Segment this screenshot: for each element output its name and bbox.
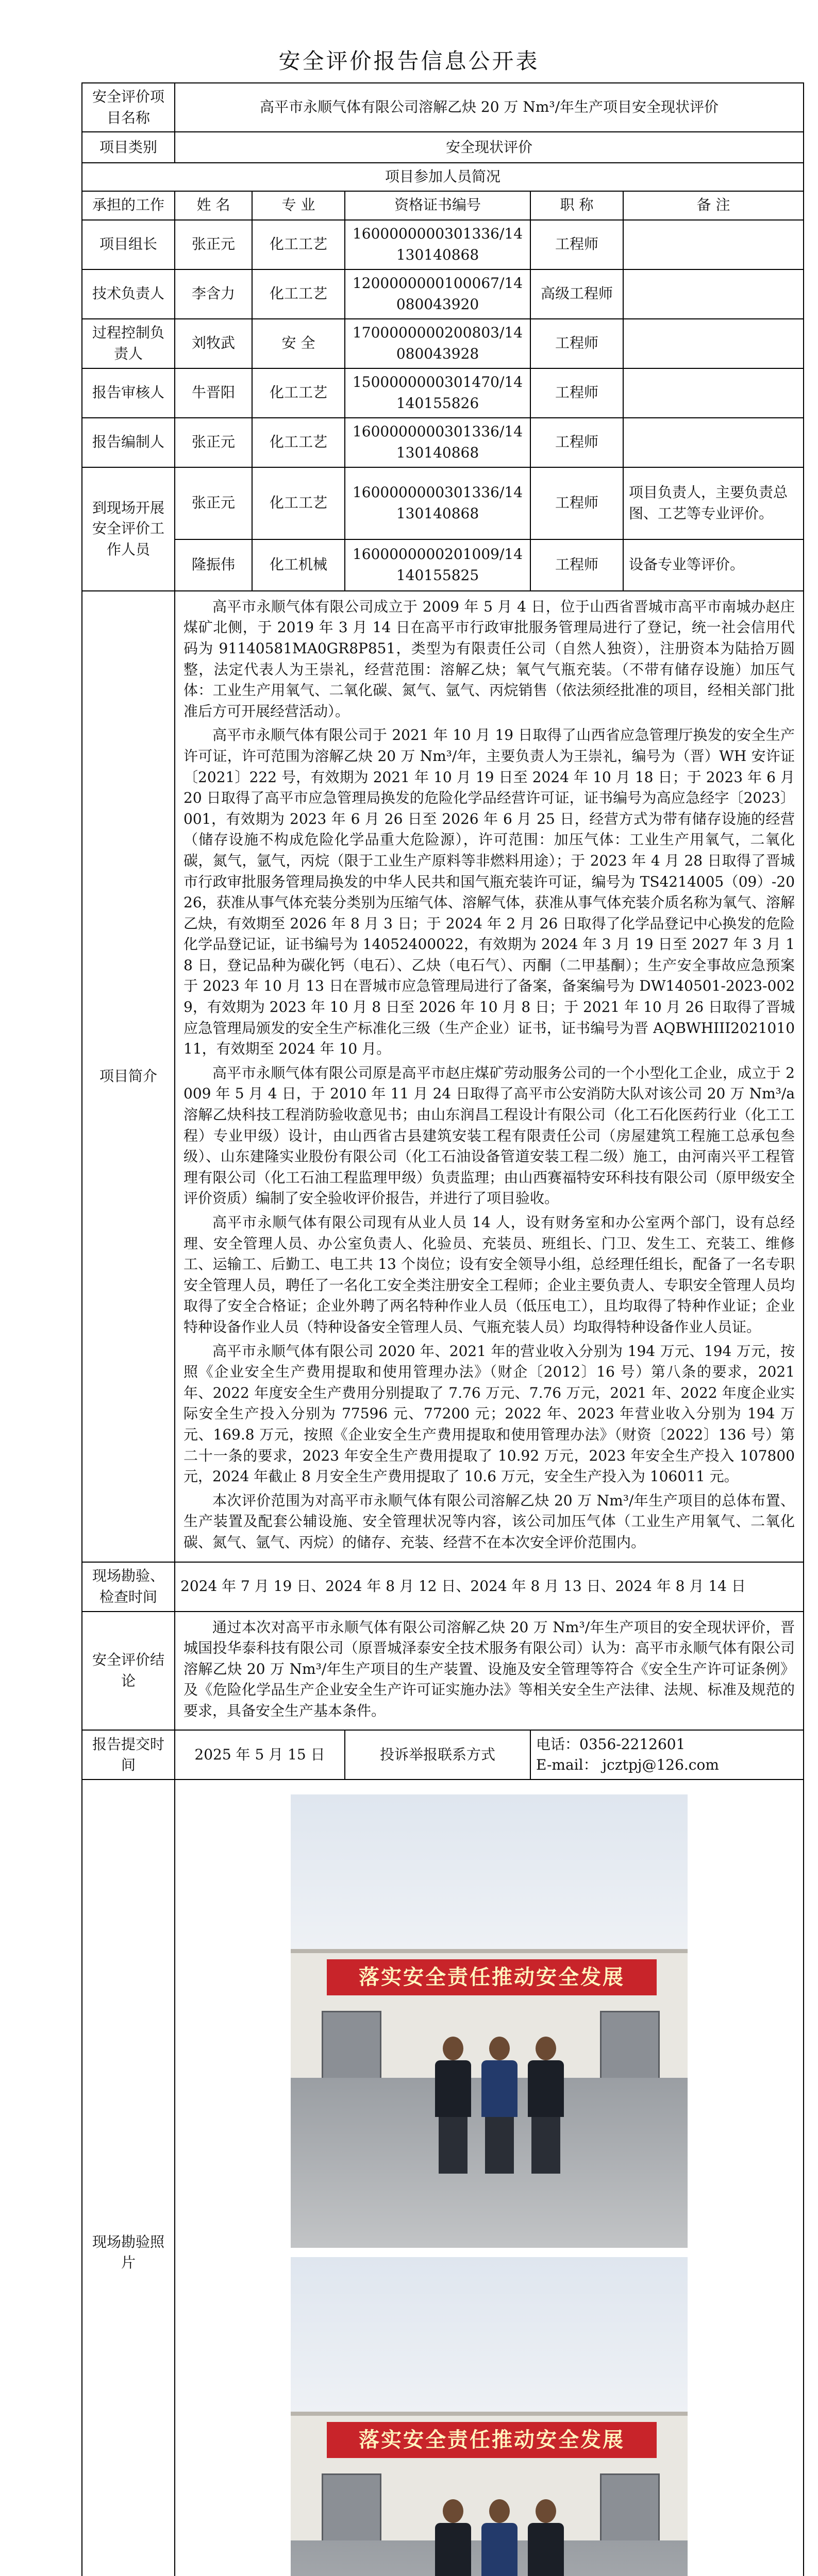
header-cert: 资格证书编号 [345,191,530,220]
staff-header-row [82,191,804,220]
info-sheet [81,82,803,2576]
conclusion-label: 安全评价结论 [82,1612,175,1731]
staff-note [623,319,804,368]
staff-section-heading: 项目参加人员简况 [82,163,804,191]
staff-name: 刘牧武 [175,319,252,368]
table-row [82,368,804,418]
site-photo [291,1794,688,2248]
intro-label: 项目简介 [82,591,175,1562]
conclusion-text [175,1612,804,1731]
contact-info [530,1730,804,1780]
staff-name: 张正元 [175,467,252,539]
staff-note: 项目负责人，主要负责总图、工艺等专业评价。 [623,467,804,539]
header-title: 职 称 [530,191,623,220]
staff-major: 化工工艺 [252,467,345,539]
staff-role: 报告审核人 [82,368,175,418]
staff-name: 隆振伟 [175,539,252,591]
staff-cert: 1600000000201009/14140155825 [345,539,530,591]
table-row [82,539,804,591]
staff-title: 工程师 [530,539,623,591]
submit-row [82,1730,804,1780]
table-row [82,467,804,539]
staff-name: 李含力 [175,269,252,319]
staff-name: 牛晋阳 [175,368,252,418]
intro-content [175,591,804,1562]
staff-note: 设备专业等评价。 [623,539,804,591]
staff-cert: 1700000000200803/14080043928 [345,319,530,368]
staff-major: 安 全 [252,319,345,368]
header-name: 姓 名 [175,191,252,220]
survey-row [82,1562,804,1612]
project-name: 高平市永顺气体有限公司溶解乙炔 20 万 Nm³/年生产项目安全现状评价 [175,83,804,132]
staff-major: 化工工艺 [252,220,345,269]
intro-row [82,591,804,1562]
photo-cell [175,1780,804,2576]
staff-major: 化工工艺 [252,269,345,319]
staff-major: 化工工艺 [252,418,345,467]
staff-note [623,269,804,319]
document-title: 安全评价报告信息公开表 [278,48,540,74]
submit-label: 报告提交时间 [82,1730,175,1780]
staff-title: 工程师 [530,418,623,467]
project-name-label: 安全评价项目名称 [82,83,175,132]
staff-title: 工程师 [530,467,623,539]
staff-title: 工程师 [530,319,623,368]
contact-phone: 电话：0356-2212601 [536,1735,686,1753]
staff-name: 张正元 [175,418,252,467]
staff-name: 张正元 [175,220,252,269]
staff-note [623,220,804,269]
photo-label: 现场勘验照片 [82,1780,175,2576]
staff-title: 工程师 [530,368,623,418]
staff-note [623,368,804,418]
staff-cert: 1600000000301336/14130140868 [345,220,530,269]
header-major: 专 业 [252,191,345,220]
staff-cert: 1600000000301336/14130140868 [345,418,530,467]
intro-paragraph: 高平市永顺气体有限公司 2020 年、2021 年的营业收入分别为 194 万元、194 万元，按照《企业安全生产费用提取和使用管理办法》（财企〔2012〕16 号）第八条的要求，2021 年、2022 年度安全生产费用分别提取了 7.76 万元、7.76 万元，2021 年、2022 年度企业实际安全生产投入分别为 77596 元、77200 元；2022 年、2023 年营业收入分别为 194 万元、169.8 万元，按照《企业安全生产费用提取和使用管理办法》（财资〔2022〕136 号）第二十一条的要求，2023 年安全生产费用提取了 10.92 万元，2023 年安全生产投入 107800 元，2024 年截止 8 月安全生产费用提取了 10.6 万元，安全生产投入为 106011 元。 [183,1342,795,1485]
intro-paragraph: 高平市永顺气体有限公司原是高平市赵庄煤矿劳动服务公司的一个小型化工企业，成立于 2009 年 5 月 4 日，于 2010 年 11 月 24 日取得了高平市公安消防大队对该公司 20 万 Nm³/a 溶解乙炔科技工程消防验收意见书；由山东润昌工程设计有限公司（化工石化医药行业（化工工程）专业甲级）设计，由山西省古县建筑安装工程有限责任公司（房屋建筑工程施工总承包叁级）、山东建隆实业股份有限公司（化工石油设备管道安装工程二级）施工，由河南兴平工程管理有限公司（化工石油工程监理甲级）负责监理；由山西赛福特安环科技有限公司（原甲级安全评价资质）编制了安全验收评价报告，并进行了项目验收。 [183,1064,795,1207]
project-type: 安全现状评价 [175,132,804,163]
photo-banner: 落实安全责任推动安全发展 [327,2422,657,2458]
intro-paragraph: 本次评价范围为对高平市永顺气体有限公司溶解乙炔 20 万 Nm³/年生产项目的总体布置、生产装置及配套公辅设施、安全管理状况等内容，该公司加压气体（工业生产用氧气、二氧化碳、氮气、氩气、丙烷）的储存、充装、经营不在本次安全评价范围内。 [183,1492,795,1551]
intro-paragraph: 高平市永顺气体有限公司于 2021 年 10 月 19 日取得了山西省应急管理厅换发的安全生产许可证，许可范围为溶解乙炔 20 万 Nm³/年，主要负责人为王崇礼，编号为（晋）WH 安许证〔2021〕222 号，有效期为 2021 年 10 月 19 日至 2024 年 10 月 18 日；于 2023 年 6 月 20 日取得了高平市应急管理局换发的危险化学品经营许可证，证书编号为高应急经字〔2023〕001，有效期为 2023 年 6 月 26 日至 2026 年 6 月 25 日，经营方式为带有储存设施的经营（储存设施不构成危险化学品重大危险源），许可范围：加压气体：工业生产用氧气，二氧化碳，氮气，氩气，丙烷（限于工业生产原料等非燃料用途）；于 2023 年 4 月 28 日取得了晋城市行政审批服务管理局换发的中华人民共和国气瓶充装许可证，编号为 TS4214005（09）-2026，获准从事气体充装分类别为压缩气体、溶解气体，获准从事气体充装介质名称为氧气、溶解乙炔，有效期至 2026 年 8 月 3 日；于 2024 年 2 月 26 日取得了化学品登记中心换发的危险化学品登记证，证书编号为 14052400022，有效期为 2024 年 3 月 19 日至 2027 年 3 月 18 日，登记品种为碳化钙（电石）、乙炔（电石气）、丙酮（二甲基酮）；生产安全事故应急预案于 2023 年 10 月 13 日在晋城市应急管理局进行了备案，备案编号为 DW140501-2023-0029，有效期为 2023 年 10 月 8 日至 2026 年 10 月 8 日；于 2021 年 10 月 26 日取得了晋城应急管理局颁发的安全生产标准化三级（生产企业）证书，证书编号为晋 AQBWHIII202101011，有效期至 2024 年 10 月。 [183,726,795,1058]
header-role: 承担的工作 [82,191,175,220]
staff-cert: 1600000000301336/14130140868 [345,467,530,539]
staff-role: 报告编制人 [82,418,175,467]
header-note: 备 注 [623,191,804,220]
conclusion-row [82,1612,804,1731]
photo-row [82,1780,804,2576]
staff-cert: 1500000000301470/14140155826 [345,368,530,418]
staff-role: 项目组长 [82,220,175,269]
table-row [82,269,804,319]
staff-title: 高级工程师 [530,269,623,319]
table-row [82,418,804,467]
staff-role: 过程控制负责人 [82,319,175,368]
table-row [82,220,804,269]
intro-paragraph: 高平市永顺气体有限公司成立于 2009 年 5 月 4 日，位于山西省晋城市高平市南城办赵庄煤矿北侧，于 2019 年 3 月 14 日在高平市行政审批服务管理局进行了登记，统一社会信用代码为 91140581MA0GR8P851，类型为有限责任公司（自然人独资），注册资本为陆拾万圆整，法定代表人为王崇礼，经营范围：溶解乙炔；氧气气瓶充装。（不带有储存设施）加压气体：工业生产用氧气、二氧化碳、氮气、氩气、丙烷销售（依法须经批准的项目，经相关部门批准后方可开展经营活动）。 [183,598,795,720]
table-row [82,319,804,368]
site-photo [291,2257,688,2576]
staff-role: 技术负责人 [82,269,175,319]
staff-cert: 1200000000100067/14080043920 [345,269,530,319]
field-staff-role: 到现场开展安全评价工作人员 [82,467,175,591]
info-table [81,82,804,2576]
staff-major: 化工工艺 [252,368,345,418]
staff-major: 化工机械 [252,539,345,591]
staff-title: 工程师 [530,220,623,269]
intro-paragraph: 高平市永顺气体有限公司现有从业人员 14 人，设有财务室和办公室两个部门，设有总经理、安全管理人员、办公室负责人、化验员、充装员、班组长、门卫、发生工、充装工、维修工、运输工、后勤工、电工共 13 个岗位；设有安全领导小组，总经理任组长，配备了一名专职安全管理人员，聘任了一名化工安全类注册安全工程师；企业主要负责人、专职安全管理人员均取得了安全合格证；企业外聘了两名特种作业人员（低压电工），且均取得了特种作业证；企业特种设备作业人员（特种设备安全管理人员、气瓶充装人员）均取得特种设备作业人员证。 [183,1214,795,1335]
conclusion-paragraph: 通过本次对高平市永顺气体有限公司溶解乙炔 20 万 Nm³/年生产项目的安全现状评价，晋城国投华泰科技有限公司（原晋城泽泰安全技术服务有限公司）认为：高平市永顺气体有限公司溶解乙炔 20 万 Nm³/年生产项目的生产装置、设施及安全管理等符合《安全生产许可证条例》及《危险化学品生产企业安全生产许可证实施办法》等相关安全生产法律、法规、标准及规范的要求，具备安全生产基本条件。 [183,1618,795,1719]
survey-time: 2024 年 7 月 19 日、2024 年 8 月 12 日、2024 年 8 月 13 日、2024 年 8 月 14 日 [175,1562,804,1612]
submit-date: 2025 年 5 月 15 日 [175,1730,345,1780]
staff-note [623,418,804,467]
contact-email: E-mail： jcztpj@126.com [536,1756,719,1774]
photo-banner: 落实安全责任推动安全发展 [327,1959,657,1995]
contact-label: 投诉举报联系方式 [345,1730,530,1780]
survey-label: 现场勘验、检查时间 [82,1562,175,1612]
project-type-label: 项目类别 [82,132,175,163]
